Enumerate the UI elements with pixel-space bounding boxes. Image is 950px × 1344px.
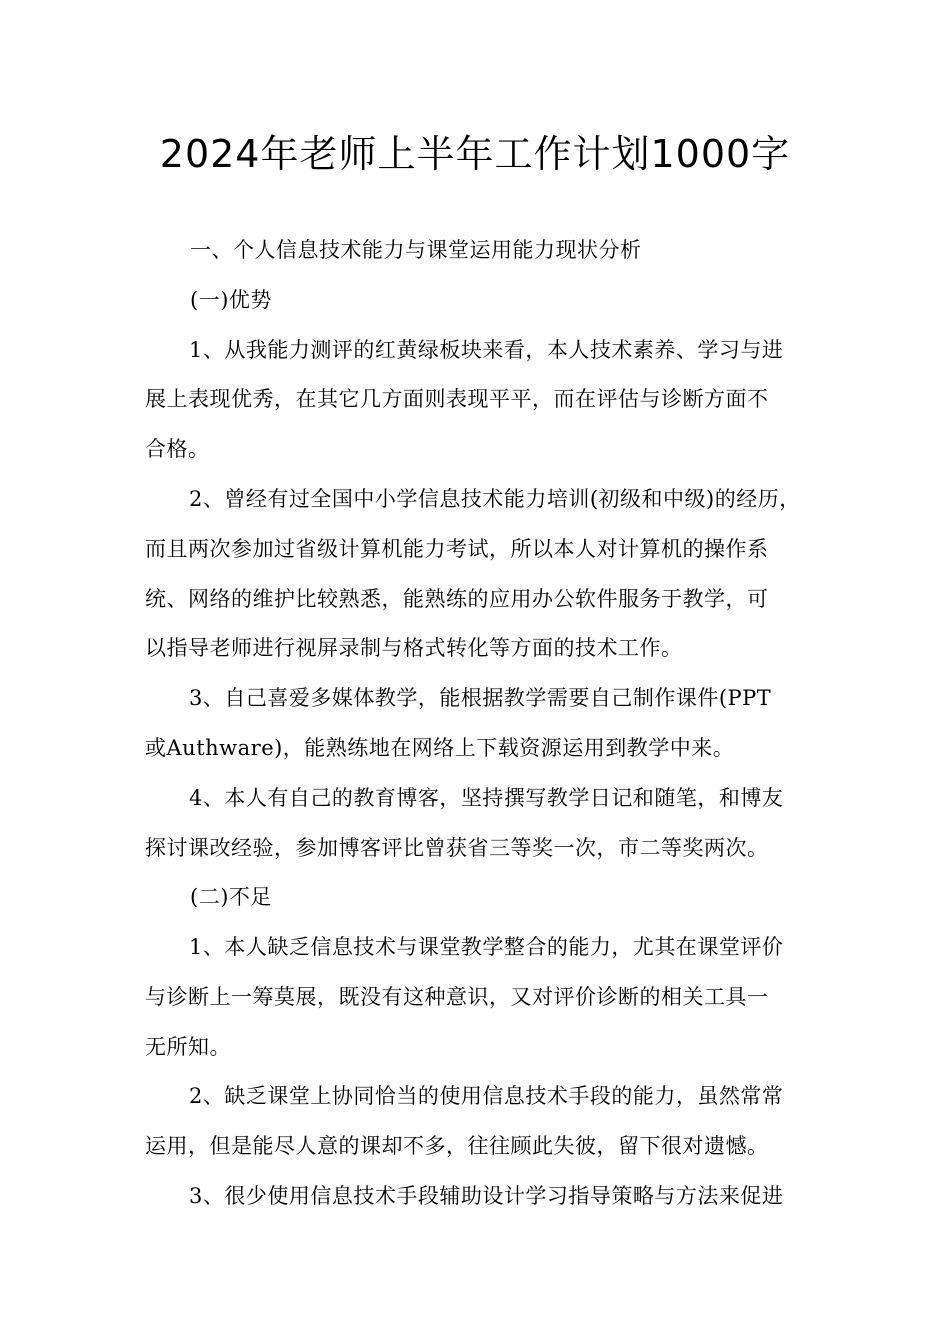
section-heading: 一、个人信息技术能力与课堂运用能力现状分析: [190, 238, 642, 262]
paragraph-line: 2、曾经有过全国中小学信息技术能力培训(初级和中级)的经历，: [189, 487, 801, 511]
paragraph-line: 或Authware)，能熟练地在网络上下载资源运用到教学中来。: [145, 736, 735, 760]
paragraph-line: 1、本人缺乏信息技术与课堂教学整合的能力，尤其在课堂评价: [189, 935, 784, 959]
paragraph-line: 以指导老师进行视屏录制与格式转化等方面的技术工作。: [145, 636, 683, 660]
paragraph-line: 无所知。: [145, 1035, 231, 1059]
document-title: 2024年老师上半年工作计划1000字: [159, 132, 791, 176]
subsection-heading: (二)不足: [190, 885, 272, 909]
paragraph-line: 而且两次参加过省级计算机能力考试，所以本人对计算机的操作系: [145, 537, 769, 561]
paragraph-line: 3、自己喜爱多媒体教学，能根据教学需要自己制作课件(PPT: [189, 686, 772, 710]
paragraph-line: 3、很少使用信息技术手段辅助设计学习指导策略与方法来促进: [189, 1184, 784, 1208]
paragraph-line: 4、本人有自己的教育博客，坚持撰写教学日记和随笔，和博友: [189, 786, 784, 810]
paragraph-line: 1、从我能力测评的红黄绿板块来看，本人技术素养、学习与进: [189, 338, 784, 362]
paragraph-line: 运用，但是能尽人意的课却不多，往往顾此失彼，留下很对遗憾。: [145, 1134, 769, 1158]
paragraph-line: 展上表现优秀，在其它几方面则表现平平，而在评估与诊断方面不: [145, 387, 769, 411]
subsection-heading: (一)优势: [190, 288, 272, 312]
paragraph-line: 统、网络的维护比较熟悉，能熟练的应用办公软件服务于教学，可: [145, 587, 769, 611]
paragraph-line: 与诊断上一筹莫展，既没有这种意识，又对评价诊断的相关工具一: [145, 985, 769, 1009]
paragraph-line: 合格。: [145, 437, 210, 461]
paragraph-line: 2、缺乏课堂上协同恰当的使用信息技术手段的能力，虽然常常: [189, 1084, 784, 1108]
paragraph-line: 探讨课改经验，参加博客评比曾获省三等奖一次，市二等奖两次。: [145, 836, 769, 860]
